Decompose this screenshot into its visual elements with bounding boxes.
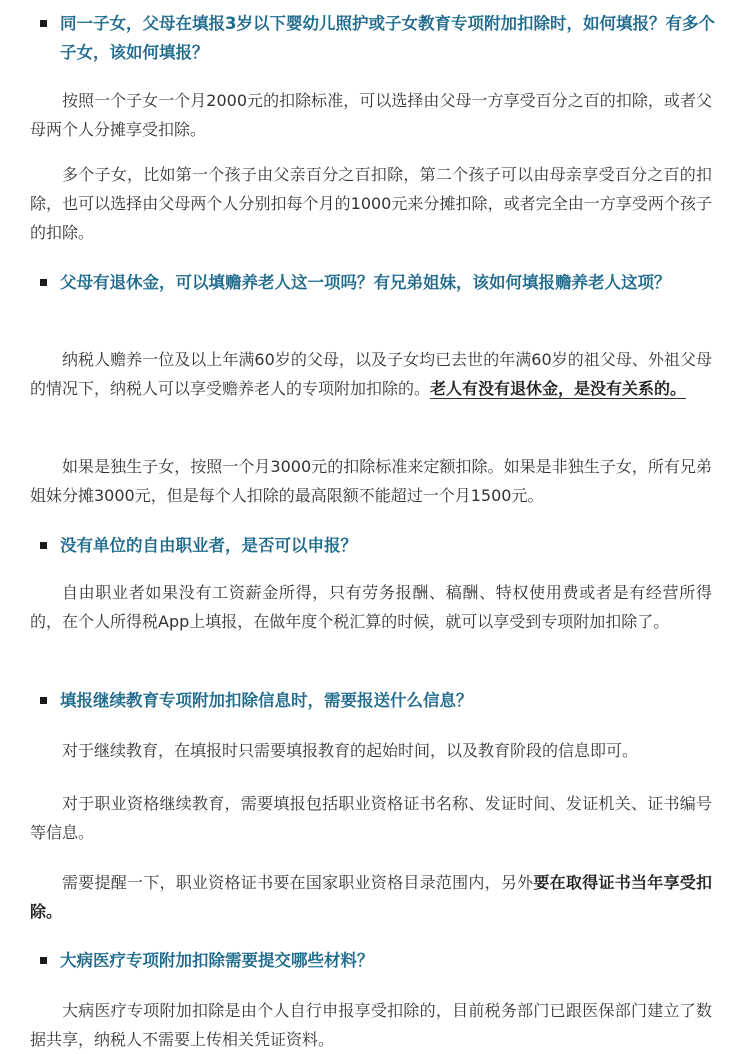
question-text: 没有单位的自由职业者，是否可以申报？ xyxy=(60,536,357,555)
answer-paragraph: 自由职业者如果没有工资薪金所得，只有劳务报酬、稿酬、特权使用费或者是有经营所得的，在个人所得税App上填报，在做年度个税汇算的时候，就可以享受到专项附加扣除了。 xyxy=(30,583,712,631)
question-heading xyxy=(32,268,722,297)
answer-paragraph: 多个子女，比如第一个孩子由父亲百分之百扣除，第二个孩子可以由母亲享受百分之百的扣除，也可以选择由父母两个人分别扣每个月的1000元来分摊扣除，或者完全由一方享受两个孩子的扣除。 xyxy=(30,165,712,242)
question-heading xyxy=(32,686,722,715)
question-text: 同一子女，父母在填报3岁以下婴幼儿照护或子女教育专项附加扣除时，如何填报？有多个子女，该如何填报？ xyxy=(60,14,715,62)
answer-paragraph: 对于职业资格继续教育，需要填报包括职业资格证书名称、发证时间、发证机关、证书编号等信息。 xyxy=(30,794,712,842)
square-bullet-icon xyxy=(40,957,47,964)
square-bullet-icon xyxy=(40,20,47,27)
answer-paragraph xyxy=(30,345,712,403)
answer-paragraph xyxy=(30,868,712,926)
answer-paragraph: 如果是独生子女，按照一个月3000元的扣除标准来定额扣除。如果是非独生子女，所有兄弟姐妹分摊3000元，但是每个人扣除的最高限额不能超过一个月1500元。 xyxy=(30,457,712,505)
emphasis-text: 老人有没有退休金，是没有关系的。 xyxy=(430,379,687,398)
answer-paragraph: 按照一个子女一个月2000元的扣除标准，可以选择由父母一方享受百分之百的扣除，或者父母两个人分摊享受扣除。 xyxy=(30,91,712,139)
question-text: 填报继续教育专项附加扣除信息时，需要报送什么信息？ xyxy=(60,691,473,710)
answer-paragraph: 对于继续教育，在填报时只需要填报教育的起始时间，以及教育阶段的信息即可。 xyxy=(62,741,639,760)
question-heading xyxy=(32,946,722,975)
answer-text: 需要提醒一下，职业资格证书要在国家职业资格目录范围内，另外 xyxy=(62,873,534,892)
question-heading xyxy=(32,531,722,560)
answer-text: 纳税人赡养一位及以上年满60岁的父母，以及子女均已去世的年满60岁的祖父母、外祖父母的情况下，纳税人可以享受赡养老人的专项附加扣除的。 xyxy=(30,350,712,398)
answer-paragraph: 大病医疗专项附加扣除是由个人自行申报享受扣除的，目前税务部门已跟医保部门建立了数据共享，纳税人不需要上传相关凭证资料。 xyxy=(30,1001,712,1049)
square-bullet-icon xyxy=(40,542,47,549)
emphasis-text: 要在取得证书当年享受扣除。 xyxy=(30,873,712,921)
question-text: 大病医疗专项附加扣除需要提交哪些材料？ xyxy=(60,951,374,970)
question-text: 父母有退休金，可以填赡养老人这一项吗？有兄弟姐妹，该如何填报赡养老人这项？ xyxy=(60,273,671,292)
question-heading xyxy=(32,9,722,67)
square-bullet-icon xyxy=(40,697,47,704)
square-bullet-icon xyxy=(40,279,47,286)
